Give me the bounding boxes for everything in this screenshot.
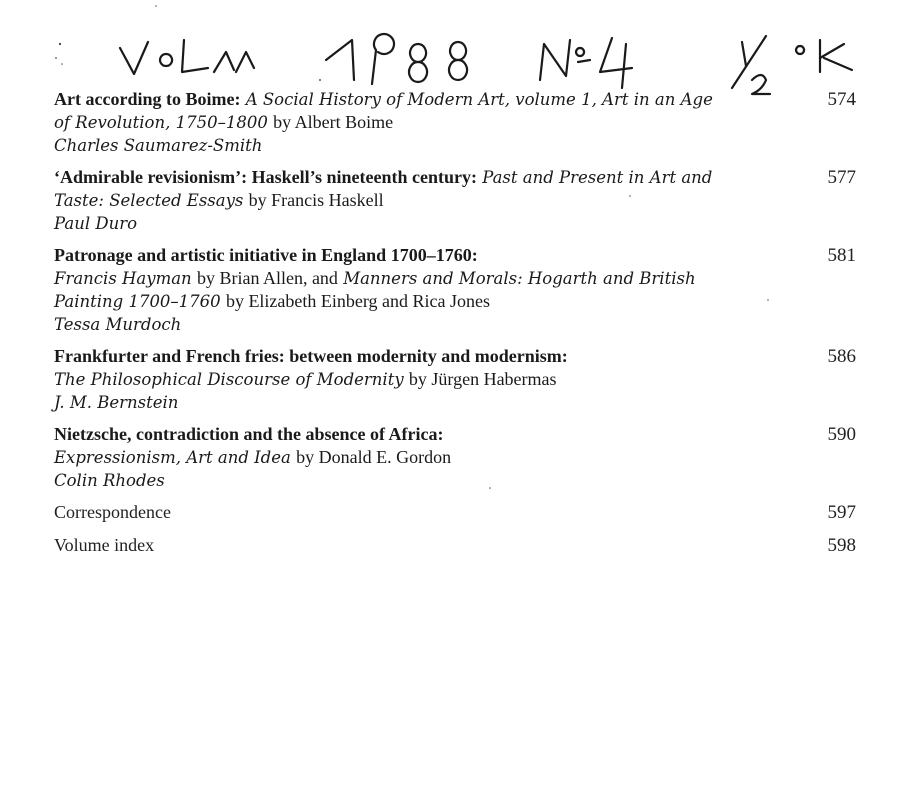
section-label: Correspondence — [54, 502, 171, 522]
review-author: Tessa Murdoch — [54, 315, 182, 334]
book-title: Expressionism, Art and Idea — [54, 448, 291, 467]
toc-entry — [54, 166, 856, 235]
entry-title: ‘Admirable revisionism’: Haskell’s nineteenth century: — [54, 167, 477, 187]
toc-entry — [54, 423, 856, 492]
review-author: Charles Saumarez-Smith — [54, 136, 263, 155]
book-title-2: Manners and Morals: Hogarth and British Painting 1700–1760 — [54, 269, 696, 311]
book-title: A Social History of Modern Art, volume 1, Art in an Age of Revolution, 1750–1800 — [54, 90, 713, 132]
entry-title: Art according to Boime: — [54, 89, 241, 109]
toc-entry — [54, 88, 856, 157]
toc-entry — [54, 244, 856, 336]
entry-title: Nietzsche, contradiction and the absence of Africa: — [54, 424, 444, 444]
page-number: 598 — [827, 535, 856, 556]
book-title: Francis Hayman — [54, 269, 192, 288]
review-author: Paul Duro — [54, 214, 138, 233]
book-author: by Jürgen Habermas — [408, 369, 557, 389]
book-title: The Philosophical Discourse of Modernity — [54, 370, 404, 389]
book-author: by Brian Allen, and — [196, 268, 338, 288]
page-number: 577 — [827, 167, 856, 188]
page-number: 574 — [827, 89, 856, 110]
review-author: Colin Rhodes — [54, 471, 165, 490]
entry-title: Patronage and artistic initiative in England 1700–1760: — [54, 245, 478, 265]
table-of-contents — [54, 88, 856, 567]
book-author: by Donald E. Gordon — [296, 447, 452, 467]
review-author: J. M. Bernstein — [54, 393, 179, 412]
book-author: by Francis Haskell — [248, 190, 384, 210]
page-number: 581 — [827, 245, 856, 266]
book-author-2: by Elizabeth Einberg and Rica Jones — [225, 291, 491, 311]
section-label: Volume index — [54, 535, 155, 555]
page-number: 597 — [827, 502, 856, 523]
toc-entry — [54, 345, 856, 414]
entry-title: Frankfurter and French fries: between modernity and modernism: — [54, 346, 568, 366]
book-author: by Albert Boime — [273, 112, 394, 132]
book-title: Past and Present in Art and Taste: Selected Essays — [54, 168, 713, 210]
toc-entry-volume-index — [54, 534, 856, 557]
page-number: 586 — [827, 346, 856, 367]
page-number: 590 — [827, 424, 856, 445]
toc-entry-correspondence — [54, 501, 856, 524]
